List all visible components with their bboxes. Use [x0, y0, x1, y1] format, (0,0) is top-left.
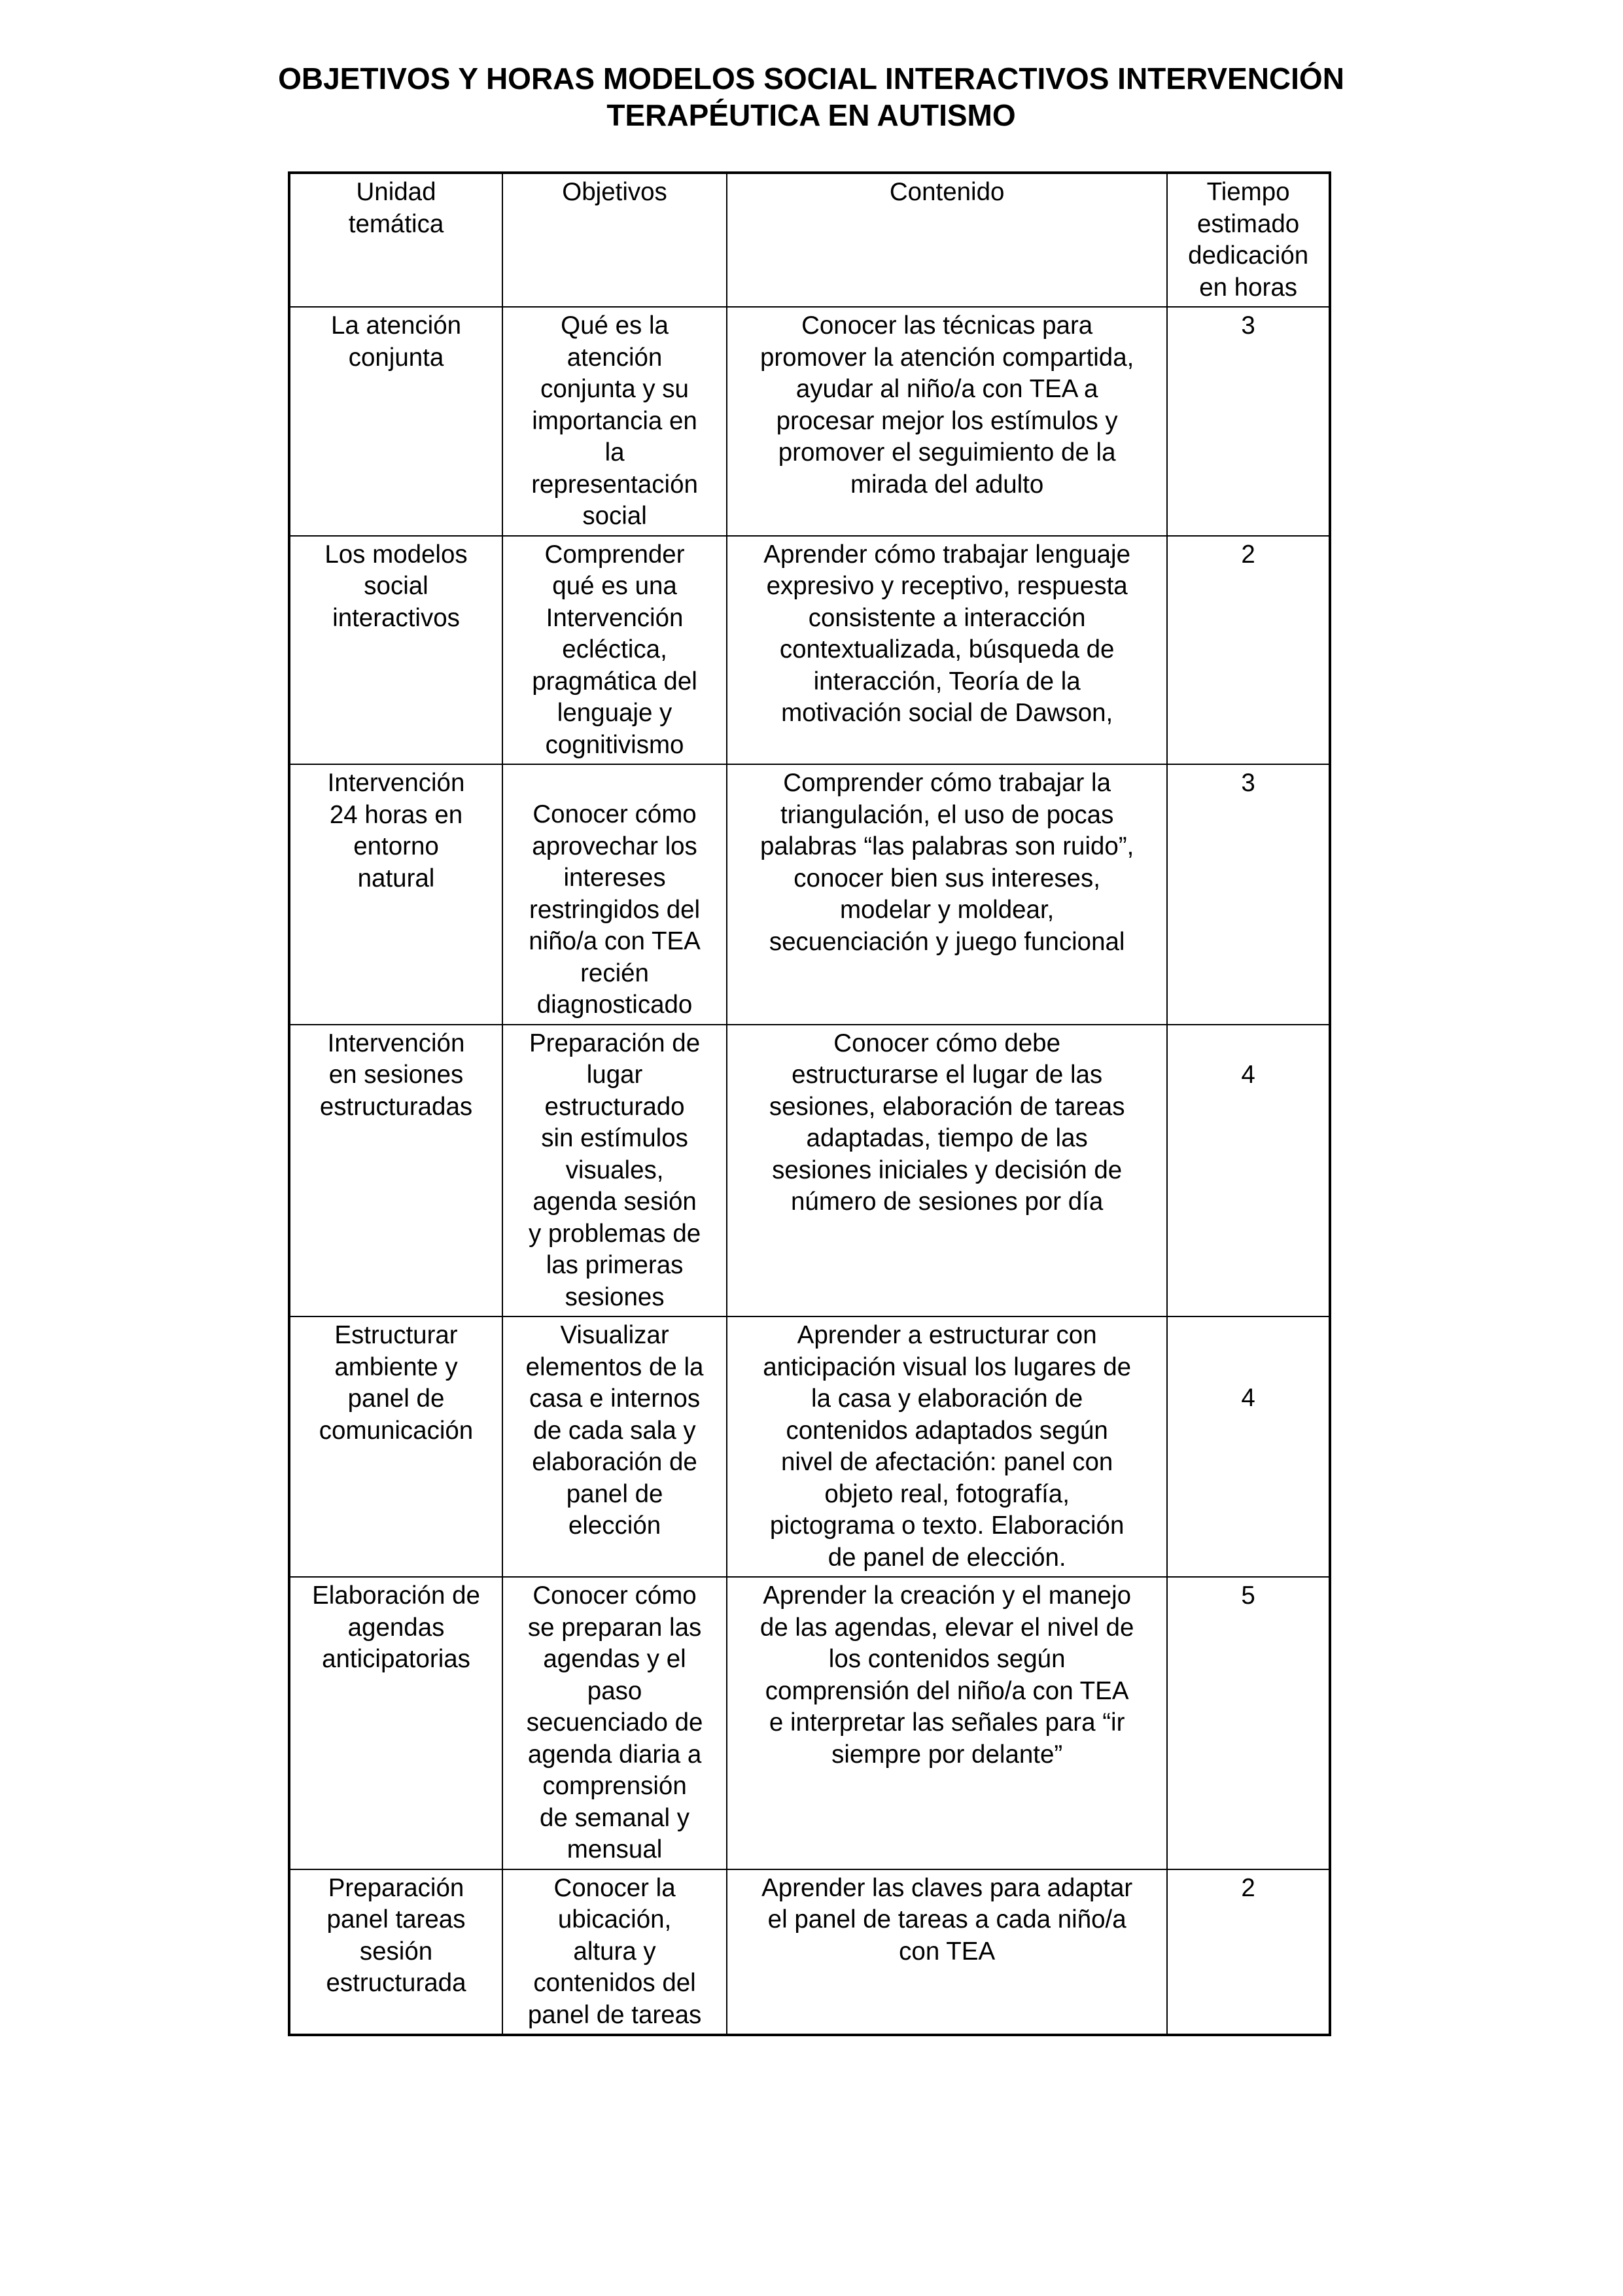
table-row	[289, 1869, 1330, 2036]
cell-objetivos: Qué es la atención conjunta y su importancia en la representación social	[502, 307, 727, 536]
cell-contenido: Aprender las claves para adaptar el panel de tareas a cada niño/a con TEA	[727, 1869, 1167, 2036]
cell-unidad: Intervención 24 horas en entorno natural	[289, 764, 502, 1025]
cell-tiempo: 2	[1167, 536, 1330, 765]
table-row	[289, 1316, 1330, 1577]
cell-objetivos: Visualizar elementos de la casa e internos de cada sala y elaboración de panel de elección	[502, 1316, 727, 1577]
cell-contenido: Conocer las técnicas para promover la atención compartida, ayudar al niño/a con TEA a procesar mejor los estímulos y promover el seguimiento de la mirada del adulto	[727, 307, 1167, 536]
header-objetivos: Objetivos	[502, 173, 727, 307]
cell-tiempo: 2	[1167, 1869, 1330, 2036]
table-header-row	[289, 173, 1330, 307]
cell-tiempo: 4	[1167, 1025, 1330, 1317]
document-title-line-2: TERAPÉUTICA EN AUTISMO	[606, 98, 1016, 132]
cell-contenido: Aprender la creación y el manejo de las agendas, elevar el nivel de los contenidos según comprensión del niño/a con TEA e interpretar las señales para “ir siempre por delante”	[727, 1577, 1167, 1869]
cell-tiempo: 5	[1167, 1577, 1330, 1869]
table-row	[289, 307, 1330, 536]
cell-unidad: Intervención en sesiones estructuradas	[289, 1025, 502, 1317]
cell-unidad: Elaboración de agendas anticipatorias	[289, 1577, 502, 1869]
cell-tiempo: 3	[1167, 307, 1330, 536]
cell-objetivos: Comprender qué es una Intervención ecléctica, pragmática del lenguaje y cognitivismo	[502, 536, 727, 765]
cell-tiempo: 3	[1167, 764, 1330, 1025]
cell-unidad: Estructurar ambiente y panel de comunicación	[289, 1316, 502, 1577]
table-row	[289, 1025, 1330, 1317]
cell-objetivos: Conocer cómo aprovechar los intereses restringidos del niño/a con TEA recién diagnosticado	[502, 764, 727, 1025]
table-row	[289, 764, 1330, 1025]
cell-objetivos: Conocer cómo se preparan las agendas y el paso secuenciado de agenda diaria a comprensión de semanal y mensual	[502, 1577, 727, 1869]
header-unidad: Unidad temática	[289, 173, 502, 307]
header-tiempo: Tiempo estimado dedicación en horas	[1167, 173, 1330, 307]
cell-tiempo: 4	[1167, 1316, 1330, 1577]
cell-objetivos: Preparación de lugar estructurado sin estímulos visuales, agenda sesión y problemas de las primeras sesiones	[502, 1025, 727, 1317]
header-contenido: Contenido	[727, 173, 1167, 307]
cell-unidad: Los modelos social interactivos	[289, 536, 502, 765]
objectives-table	[288, 171, 1331, 2036]
document-title	[157, 60, 1465, 133]
document-title-line-1: OBJETIVOS Y HORAS MODELOS SOCIAL INTERACTIVOS INTERVENCIÓN	[278, 62, 1344, 96]
cell-contenido: Aprender a estructurar con anticipación visual los lugares de la casa y elaboración de contenidos adaptados según nivel de afectación: panel con objeto real, fotografía, pictograma o texto. Elaboración de panel de elección.	[727, 1316, 1167, 1577]
cell-contenido: Conocer cómo debe estructurarse el lugar de las sesiones, elaboración de tareas adaptadas, tiempo de las sesiones iniciales y decisión de número de sesiones por día	[727, 1025, 1167, 1317]
cell-contenido: Aprender cómo trabajar lenguaje expresivo y receptivo, respuesta consistente a interacción contextualizada, búsqueda de interacción, Teoría de la motivación social de Dawson,	[727, 536, 1167, 765]
cell-unidad: Preparación panel tareas sesión estructurada	[289, 1869, 502, 2036]
cell-unidad: La atención conjunta	[289, 307, 502, 536]
table-row	[289, 1577, 1330, 1869]
cell-contenido: Comprender cómo trabajar la triangulación, el uso de pocas palabras “las palabras son ruido”, conocer bien sus intereses, modelar y moldear, secuenciación y juego funcional	[727, 764, 1167, 1025]
table-row	[289, 536, 1330, 765]
cell-objetivos: Conocer la ubicación, altura y contenidos del panel de tareas	[502, 1869, 727, 2036]
